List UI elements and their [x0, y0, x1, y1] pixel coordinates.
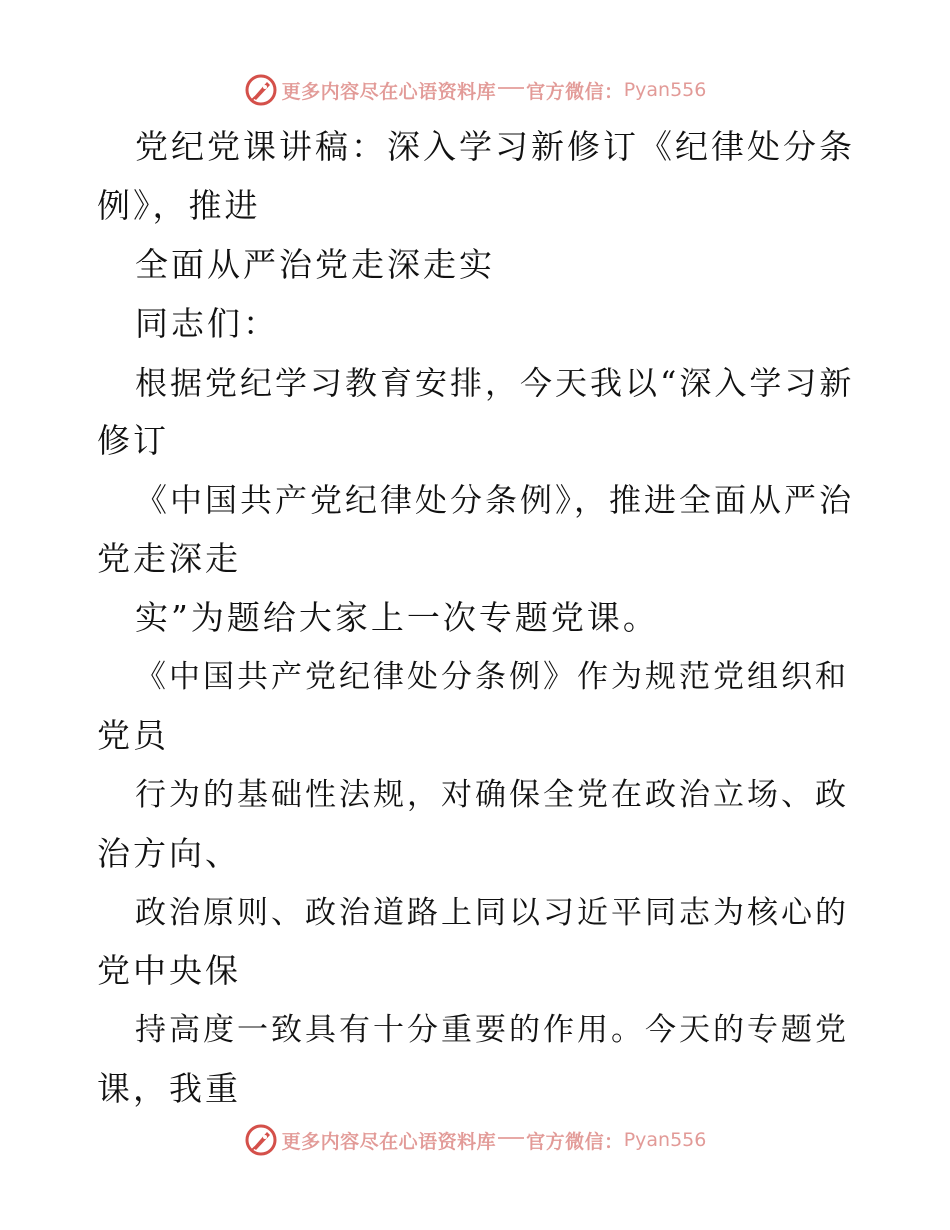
text-line: 政治原则、政治道路上同以习近平同志为核心的 — [135, 894, 849, 931]
pen-seal-logo-icon — [244, 73, 278, 107]
text-line: 《中国共产党纪律处分条例》作为规范党组织和 — [135, 659, 849, 696]
watermark-text: 更多内容尽在心语资料库 — [281, 1130, 497, 1153]
text-line: 实”为题给大家上一次专题党课。 — [135, 598, 659, 638]
text-line: 根据党纪学习教育安排，今天我以“深入学习新 — [135, 363, 855, 402]
text-line: 行为的基础性法规，对确保全党在政治立场、政 — [135, 776, 849, 813]
text-line: 同志们： — [135, 303, 279, 343]
watermark-label: 官方微信： — [526, 1130, 624, 1153]
document-body — [97, 118, 857, 1119]
text-line: 课，我重 — [97, 1069, 241, 1109]
watermark-id: Pyan556 — [623, 1129, 707, 1151]
watermark-id: Pyan556 — [623, 79, 707, 101]
text-line: 党中央保 — [97, 951, 241, 991]
text-line: 全面从严治党走深走实 — [135, 244, 495, 284]
text-line: 持高度一致具有十分重要的作用。今天的专题党 — [135, 1012, 849, 1049]
text-line: 党纪党课讲稿：深入学习新修订《纪律处分条 — [135, 127, 855, 166]
watermark-dash — [498, 87, 524, 89]
footer-watermark — [0, 1120, 950, 1160]
text-line: 党走深走 — [97, 539, 241, 579]
watermark-text: 更多内容尽在心语资料库 — [281, 80, 497, 103]
text-line: 修订 — [97, 421, 169, 461]
text-line: 治方向、 — [97, 833, 241, 873]
watermark-dash — [498, 1137, 524, 1139]
header-watermark — [0, 70, 950, 110]
text-line: 党员 — [97, 715, 169, 755]
watermark-label: 官方微信： — [526, 80, 624, 103]
text-line: 例》，推进 — [97, 185, 261, 225]
text-line: 《中国共产党纪律处分条例》，推进全面从严治 — [135, 481, 855, 520]
pen-seal-logo-icon — [244, 1123, 278, 1157]
